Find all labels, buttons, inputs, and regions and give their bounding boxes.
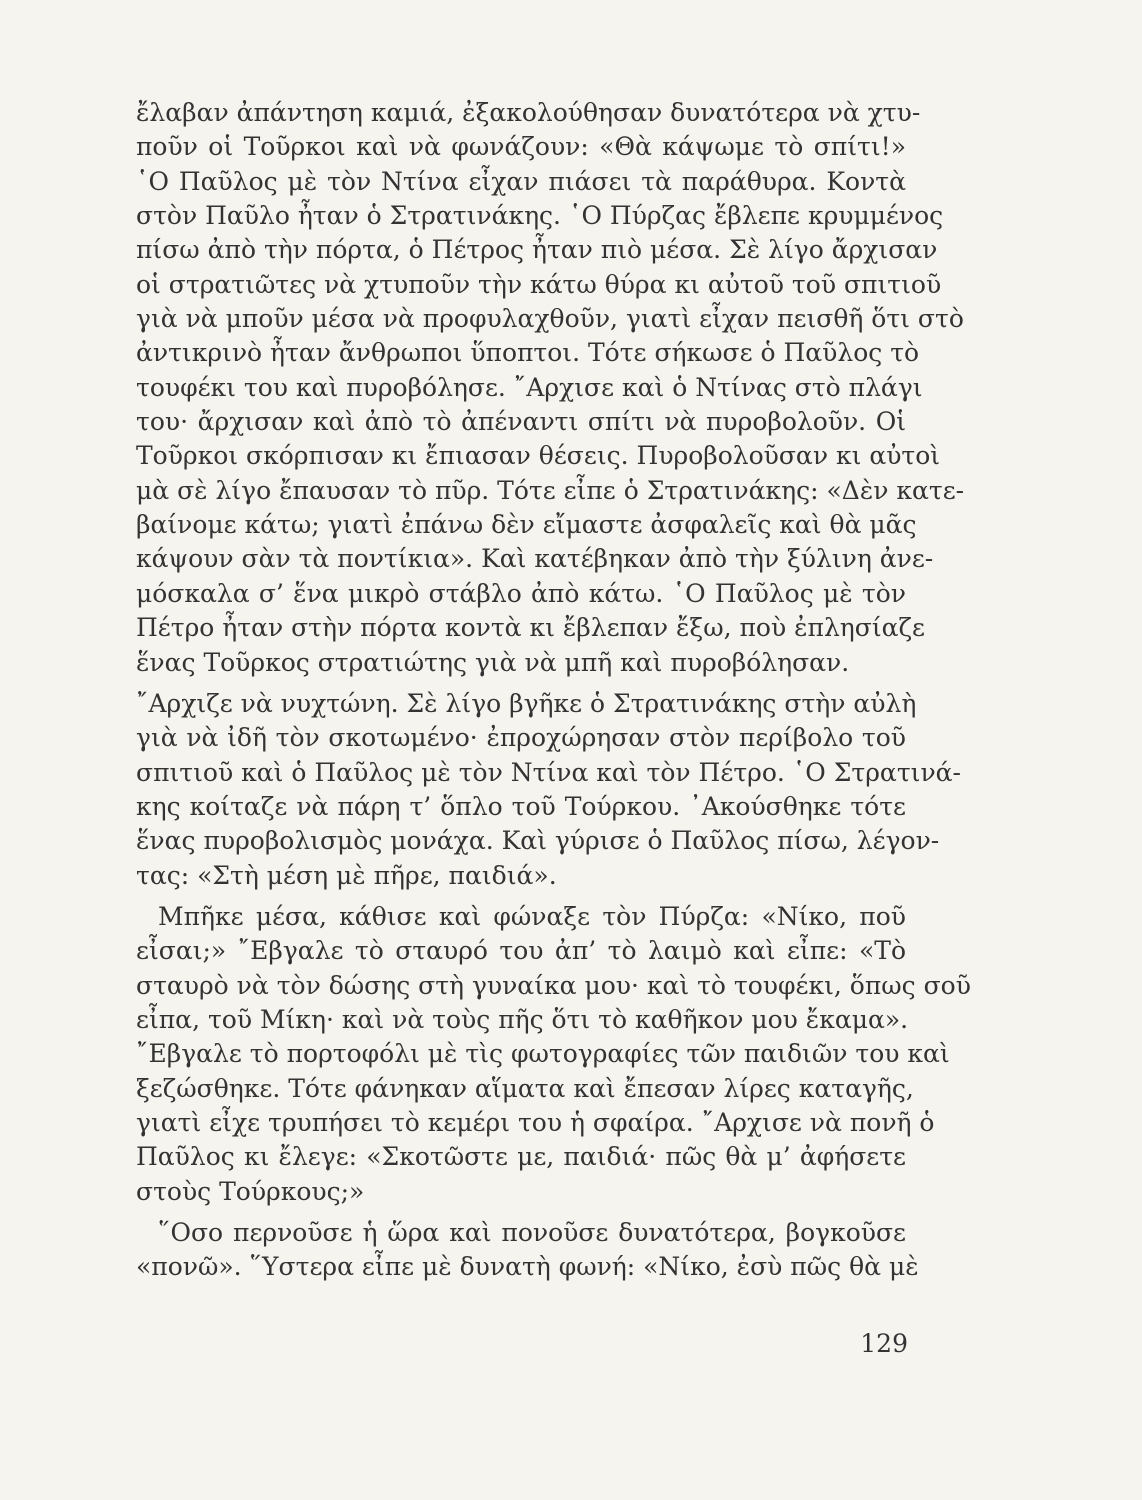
text-line: σπιτιοῦ καὶ ὁ Παῦλος μὲ τὸν Ντίνα καὶ τὸν Πέτρο. ῾Ο Στρατινά- bbox=[136, 757, 961, 787]
text-line: ἀντικρινὸ ἦταν ἄνθρωποι ὕποπτοι. Τότε σήκωσε ὁ Παῦλος τὸ bbox=[136, 338, 920, 368]
body-text bbox=[136, 96, 971, 1285]
text-line: βαίνομε κάτω; γιατὶ ἐπάνω δὲν εἴμαστε ἀσφαλεῖς καὶ θὰ μᾶς bbox=[136, 510, 917, 540]
text-line: τας: «Στὴ μέση μὲ πῆρε, παιδιά». bbox=[136, 860, 557, 890]
text-line: μόσκαλα σ’ ἕνα μικρὸ στάβλο ἀπὸ κάτω. ῾Ο Παῦλος μὲ τὸν bbox=[136, 578, 906, 608]
text-line: κης κοίταζε νὰ πάρη τ’ ὅπλο τοῦ Τούρκου. ᾿Ακούσθηκε τότε bbox=[136, 791, 906, 821]
text-line: Τοῦρκοι σκόρπισαν κι ἔπιασαν θέσεις. Πυροβολοῦσαν κι αὐτοὶ bbox=[136, 441, 941, 471]
text-line: γιατὶ εἶχε τρυπήσει τὸ κεμέρι του ἡ σφαίρα. ῎Αρχισε νὰ πονῆ ὁ bbox=[136, 1107, 935, 1137]
text-line: ῞Οσο περνοῦσε ἡ ὥρα καὶ πονοῦσε δυνατότερα, βογκοῦσε bbox=[158, 1218, 906, 1247]
text-line: πίσω ἀπὸ τὴν πόρτα, ὁ Πέτρος ἦταν πιὸ μέσα. Σὲ λίγο ἄρχισαν bbox=[136, 235, 938, 265]
text-line: εἶπα, τοῦ Μίκη· καὶ νὰ τοὺς πῆς ὅτι τὸ καθῆκον μου ἔκαμα». bbox=[136, 1004, 909, 1034]
text-line: μὰ σὲ λίγο ἔπαυσαν τὸ πῦρ. Τότε εἶπε ὁ Στρατινάκης: «Δὲν κατε- bbox=[136, 475, 965, 505]
text-line: ξεζώσθηκε. Τότε φάνηκαν αἵματα καὶ ἔπεσαν λίρες καταγῆς, bbox=[136, 1073, 914, 1103]
text-line: ἕνας πυροβολισμὸς μονάχα. Καὶ γύρισε ὁ Παῦλος πίσω, λέγον- bbox=[136, 826, 940, 856]
text-line: «πονῶ». ῞Υστερα εἶπε μὲ δυνατὴ φωνή: «Νίκο, ἐσὺ πῶς θὰ μὲ bbox=[136, 1252, 919, 1282]
text-line: ἔλαβαν ἀπάντηση καμιά, ἐξακολούθησαν δυνατότερα νὰ χτυ- bbox=[136, 98, 921, 127]
text-line: Πέτρο ἦταν στὴν πόρτα κοντὰ κι ἔβλεπαν ἔξω, ποὺ ἐπλησίαζε bbox=[136, 613, 926, 643]
text-line: Παῦλος κι ἔλεγε: «Σκοτῶστε με, παιδιά· πῶς θὰ μ’ ἀφήσετε bbox=[136, 1142, 906, 1172]
text-line: ῎Αρχιζε νὰ νυχτώνη. Σὲ λίγο βγῆκε ὁ Στρατινάκης στὴν αὐλὴ bbox=[136, 688, 917, 718]
text-line: εἶσαι;» ῎Εβγαλε τὸ σταυρό του ἀπ’ τὸ λαιμὸ καὶ εἶπε: «Τὸ bbox=[136, 936, 906, 966]
text-line: γιὰ νὰ μποῦν μέσα νὰ προφυλαχθοῦν, γιατὶ εἶχαν πεισθῆ ὅτι στὸ bbox=[136, 304, 964, 334]
text-line: γιὰ νὰ ἰδῆ τὸν σκοτωμένο· ἐπροχώρησαν στὸν περίβολο τοῦ bbox=[136, 723, 906, 753]
text-line: ῾Ο Παῦλος μὲ τὸν Ντίνα εἶχαν πιάσει τὰ παράθυρα. Κοντὰ bbox=[136, 166, 906, 196]
text-line: σταυρὸ νὰ τὸν δώσης στὴ γυναίκα μου· καὶ τὸ τουφέκι, ὅπως σοῦ bbox=[136, 970, 971, 1000]
text-line: στὸν Παῦλο ἦταν ὁ Στρατινάκης. ῾Ο Πύρζας ἔβλεπε κρυμμένος bbox=[136, 201, 944, 231]
text-line: κάψουν σὰν τὰ ποντίκια». Καὶ κατέβηκαν ἀπὸ τὴν ξύλινη ἀνε- bbox=[136, 544, 934, 574]
text-line: ἕνας Τοῦρκος στρατιώτης γιὰ νὰ μπῆ καὶ πυροβόλησαν. bbox=[136, 647, 850, 677]
text-line: στοὺς Τούρκους;» bbox=[136, 1176, 365, 1206]
text-line: ποῦν οἱ Τοῦρκοι καὶ νὰ φωνάζουν: «Θὰ κάψωμε τὸ σπίτι!» bbox=[136, 132, 906, 162]
page-number: 129 bbox=[860, 1329, 908, 1358]
text-line: τουφέκι του καὶ πυροβόλησε. ῎Αρχισε καὶ ὁ Ντίνας στὸ πλάγι bbox=[136, 372, 923, 402]
text-line: του· ἄρχισαν καὶ ἀπὸ τὸ ἀπέναντι σπίτι νὰ πυροβολοῦν. Οἱ bbox=[136, 407, 906, 437]
text-line: Μπῆκε μέσα, κάθισε καὶ φώναξε τὸν Πύρζα: «Νίκο, ποῦ bbox=[158, 901, 906, 931]
text-line: ῎Εβγαλε τὸ πορτοφόλι μὲ τὶς φωτογραφίες τῶν παιδιῶν του καὶ bbox=[136, 1039, 950, 1069]
text-line: οἱ στρατιῶτες νὰ χτυποῦν τὴν κάτω θύρα κι αὐτοῦ τοῦ σπιτιοῦ bbox=[136, 269, 942, 299]
